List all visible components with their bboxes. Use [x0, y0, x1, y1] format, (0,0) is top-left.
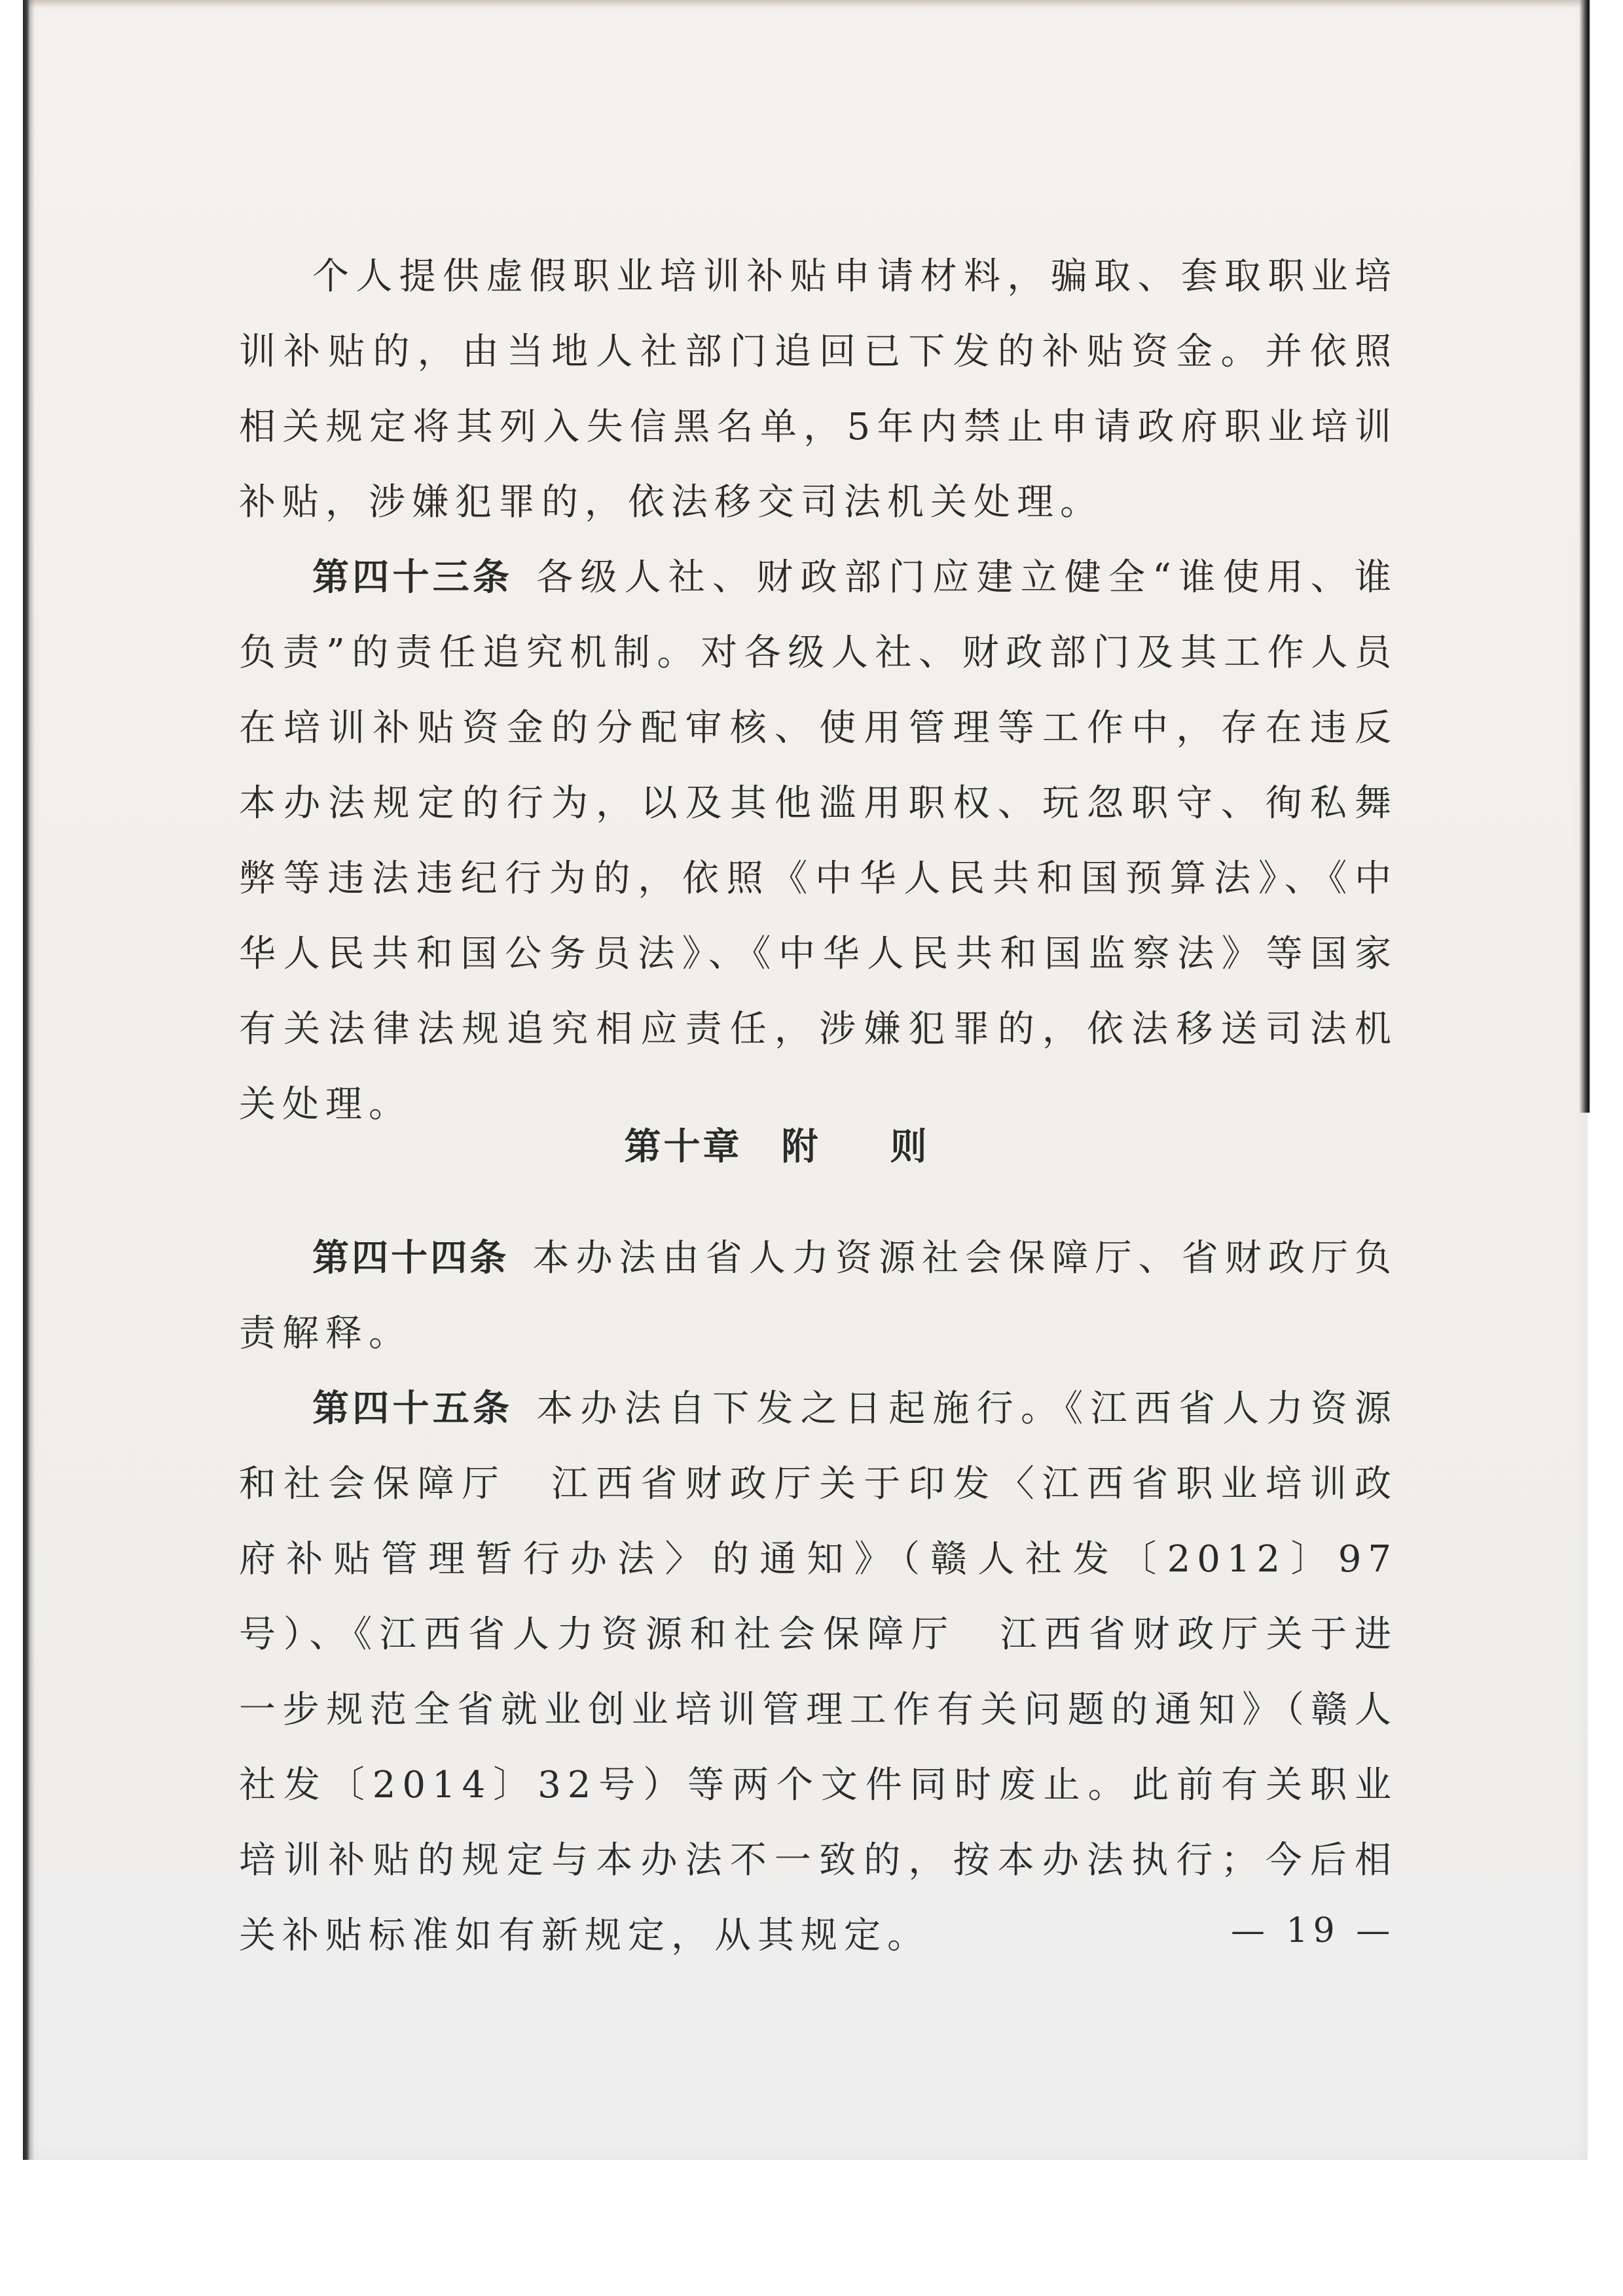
scan-right-edge — [1579, 0, 1590, 1113]
paragraph-penalty-individual — [239, 239, 1398, 540]
article-44-text: 本办法由省人力资源社会保障厅、省财政厅负责解释。 — [239, 1237, 1398, 1355]
article-43-text: 各级人社、财政部门应建立健全“谁使用、谁负责”的责任追究机制。对各级人社、财政部门及其工作人员在培训补贴资金的分配审核、使用管理等工作中，存在违反本办法规定的行为，以及其他滥用职权、玩忽职守、徇私舞弊等违法违纪行为的，依照《中华人民共和国预算法》、《中华人民共和国公务员法》、《中华人民共和国监察法》等国家有关法律法规追究相应责任，涉嫌犯罪的，依法移送司法机关处理。 — [239, 556, 1398, 1126]
article-44-paragraph — [239, 1221, 1398, 1371]
article-45-text: 本办法自下发之日起施行。《江西省人力资源和社会保障厅 江西省财政厅关于印发〈江西省职业培训政府补贴管理暂行办法〉的通知》（赣人社发〔2012〕97号）、《江西省人力资源和社会保障厅 江西省财政厅关于进一步规范全省就业创业培训管理工作有关问题的通知》（赣人社发〔2014〕32号）等两个文件同时废止。此前有关职业培训补贴的规定与本办法不一致的，按本办法执行；今后相关补贴标准如有新规定，从其规定。 — [239, 1388, 1398, 1957]
article-43-paragraph — [239, 540, 1398, 1142]
body-text-top — [239, 239, 1398, 1142]
chapter-heading — [0, 1118, 1623, 1170]
chapter-title: 附则 — [781, 1126, 999, 1168]
page-number: — 19 — — [1231, 1911, 1396, 1950]
article-45-number: 第四十五条 — [312, 1388, 513, 1430]
body-text-bottom — [239, 1221, 1398, 1973]
scan-left-edge — [23, 0, 35, 2160]
article-45-paragraph — [239, 1371, 1398, 1973]
chapter-number: 第十章 — [624, 1126, 742, 1168]
paragraph-text: 个人提供虚假职业培训补贴申请材料，骗取、套取职业培训补贴的，由当地人社部门追回已下发的补贴资金。并依照相关规定将其列入失信黑名单，5年内禁止申请政府职业培训补贴，涉嫌犯罪的，依法移交司法机关处理。 — [239, 255, 1398, 524]
article-44-number: 第四十四条 — [312, 1237, 509, 1280]
scan-top-edge — [26, 0, 1588, 8]
article-43-number: 第四十三条 — [312, 556, 513, 599]
